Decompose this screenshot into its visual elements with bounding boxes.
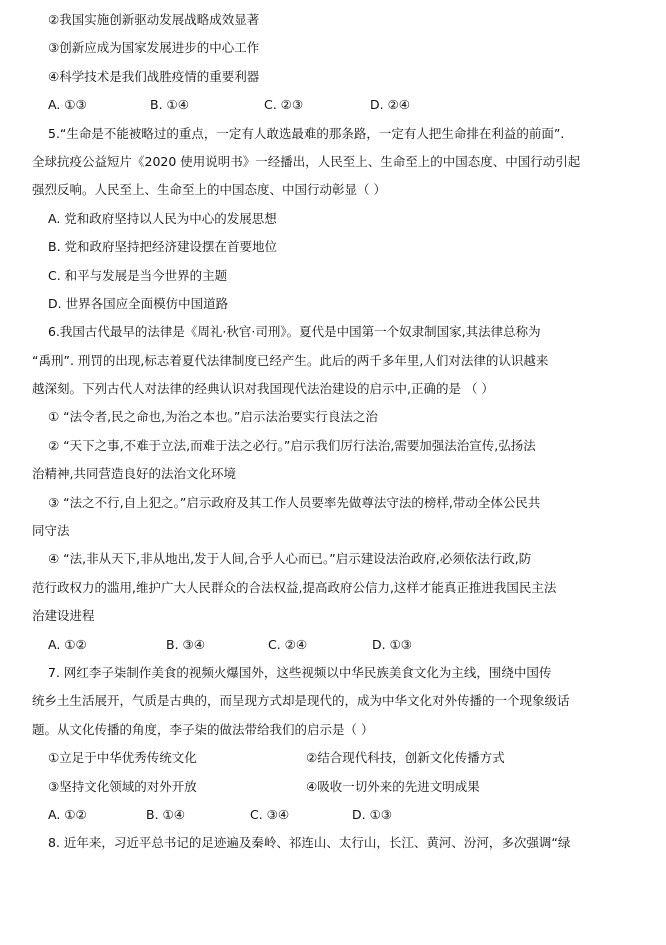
q4-option-a: A. ①③ [48, 97, 87, 113]
q7-item-2: ②结合现代科技，创新文化传播方式 [306, 750, 505, 766]
q7-items-row-2 [0, 773, 666, 801]
q7-option-c: C. ③④ [250, 806, 290, 822]
q6-option-d: D. ①③ [372, 636, 412, 652]
q6-item-1: ① “法令者,民之命也,为治之本也。”启示法治要实行良法之治 [48, 409, 378, 425]
q4-option-c: C. ②③ [264, 97, 304, 113]
q5-option-a: A. 党和政府坚持以人民为中心的发展思想 [48, 210, 277, 226]
q7-item-4: ④吸收一切外来的先进文明成果 [306, 778, 480, 794]
q4-item-3: ③创新应成为国家发展进步的中心工作 [48, 40, 260, 56]
q6-stem-line-1: 6.我国古代最早的法律是《周礼·秋官·司刑》。夏代是中国第一个奴隶制国家,其法律总称为 [48, 324, 541, 340]
q5-option-d: D. 世界各国应全面模仿中国道路 [48, 295, 229, 311]
q6-item-4-line-2: 范行政权力的滥用,维护广大人民群众的合法权益,提高政府公信力,这样才能真正推进我国民主法 [32, 579, 557, 595]
q6-item-3-line-2: 同守法 [32, 523, 70, 539]
q6-options [0, 631, 666, 659]
q6-item-2-line-1: ② “天下之事,不难于立法,而难于法之必行。”启示我们厉行法治,需要加强法治宣传,弘扬法 [48, 437, 536, 453]
q7-options [0, 801, 666, 829]
q6-item-2-line-2: 治精神,共同营造良好的法治文化环境 [32, 466, 236, 482]
q7-items-row-1 [0, 744, 666, 772]
q4-option-d: D. ②④ [370, 97, 410, 113]
q6-stem-line-3: 越深刻。下列古代人对法律的经典认识对我国现代法治建设的启示中,正确的是 （ ） [32, 381, 494, 397]
document-page [0, 6, 666, 858]
q7-item-3: ③坚持文化领域的对外开放 [48, 778, 197, 794]
q7-option-b: B. ①④ [146, 806, 185, 822]
q5-stem-line-2: 全球抗疫公益短片《2020 使用说明书》一经播出，人民至上、生命至上的中国态度、中国行动引起 [32, 153, 581, 169]
q6-item-4-line-3: 治建设进程 [32, 608, 95, 624]
q5-stem-line-3: 强烈反响。人民至上、生命至上的中国态度、中国行动彰显（ ） [32, 182, 386, 198]
q6-option-c: C. ②④ [268, 636, 308, 652]
q5-option-c: C. 和平与发展是当今世界的主题 [48, 267, 228, 283]
q6-item-4-line-1: ④ “法,非从天下,非从地出,发于人间,合乎人心而已。”启示建设法治政府,必须依法行政,防 [48, 551, 532, 567]
q7-stem-line-2: 统乡土生活展开，气质是古典的，而呈现方式却是现代的，成为中华文化对外传播的一个现象级话 [32, 693, 570, 709]
q6-stem-line-2: “禹刑”. 刑罚的出现,标志着夏代法律制度已经产生。此后的两千多年里,人们对法律的认识越来 [32, 352, 549, 368]
q4-options [0, 91, 666, 119]
q4-item-2: ②我国实施创新驱动发展战略成效显著 [48, 12, 260, 27]
q6-item-3-line-1: ③ “法之不行,自上犯之。”启示政府及其工作人员要率先做尊法守法的榜样,带动全体公民共 [48, 494, 541, 510]
q5-stem-line-1: 5.“生命是不能被略过的重点，一定有人敢选最难的那条路，一定有人把生命排在利益的前面”. [48, 125, 565, 141]
q4-item-4: ④科学技术是我们战胜疫情的重要利器 [48, 68, 260, 84]
q6-option-b: B. ③④ [166, 636, 205, 652]
q7-stem-line-3: 题。从文化传播的角度，李子柒的做法带给我们的启示是（ ） [32, 721, 374, 737]
q7-item-1: ①立足于中华优秀传统文化 [48, 750, 197, 766]
q4-option-b: B. ①④ [150, 97, 189, 113]
q7-stem-line-1: 7. 网红李子柒制作美食的视频火爆国外，这些视频以中华民族美食文化为主线，围绕中国传 [48, 664, 552, 680]
q8-stem-line-1: 8. 近年来，习近平总书记的足迹遍及秦岭、祁连山、太行山，长江、黄河、汾河，多次强调“绿 [48, 835, 571, 851]
q7-option-a: A. ①② [48, 806, 87, 822]
q5-option-b: B. 党和政府坚持把经济建设摆在首要地位 [48, 239, 278, 255]
q7-option-d: D. ①③ [352, 806, 392, 822]
q6-option-a: A. ①② [48, 636, 87, 652]
